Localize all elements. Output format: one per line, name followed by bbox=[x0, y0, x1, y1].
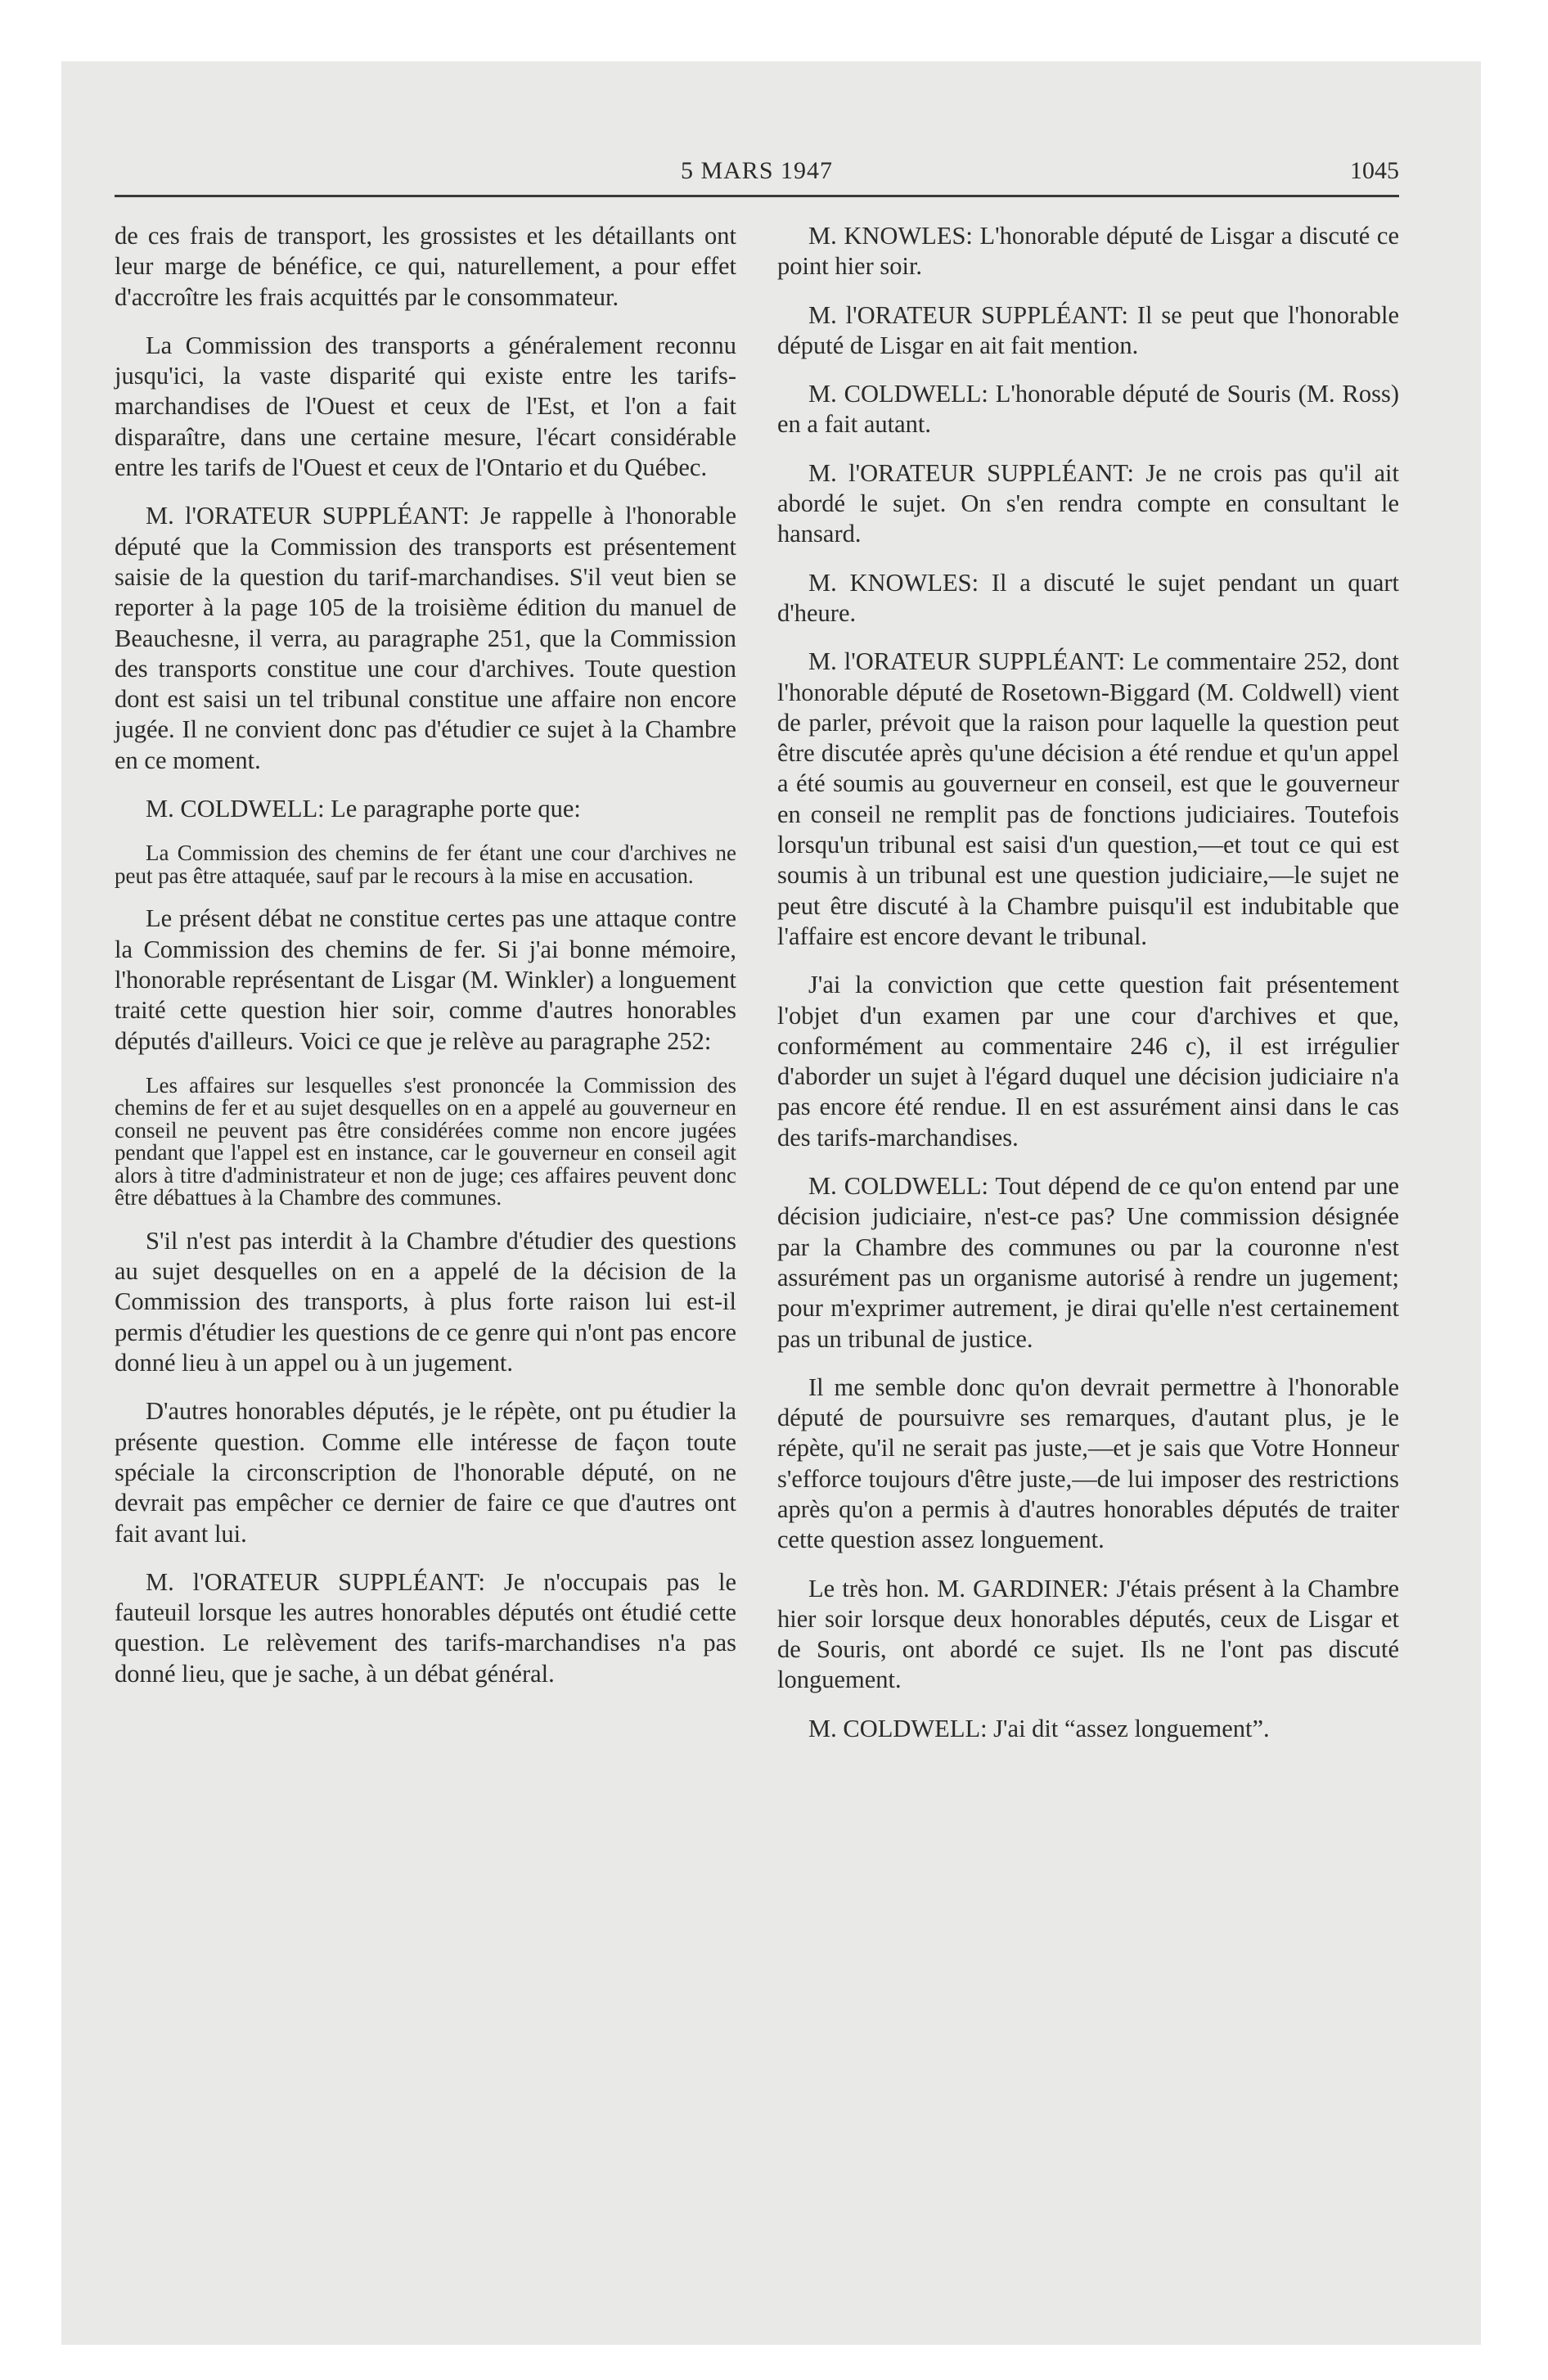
speech-paragraph: M. COLDWELL: Le paragraphe porte que: bbox=[146, 795, 581, 823]
block-quote: La Commission des chemins de fer étant une cour d'archives ne peut pas être attaquée, sauf par le recours à la mise en accusation. bbox=[115, 841, 736, 888]
paragraph: D'autres honorables députés, je le répète, ont pu étudier la présente question. Comme elle intéresse de façon toute spéciale la circonscription de l'honorable député, on ne devrait pas empêcher ce dernier de faire ce que d'autres ont fait avant lui. bbox=[115, 1397, 736, 1548]
paragraph: de ces frais de transport, les grossistes et les détaillants ont leur marge de bénéfice, ce qui, naturellement, a pour effet d'accroître les frais acquittés par le consommateur. bbox=[115, 222, 736, 311]
paragraph: Le présent débat ne constitue certes pas une attaque contre la Commission des chemins de fer. Si j'ai bonne mémoire, l'honorable représentant de Lisgar (M. Winkler) a longuement traité cette question hier soir, comme d'autres honorables députés d'ailleurs. Voici ce que je relève au paragraphe 252: bbox=[115, 904, 736, 1055]
speech-paragraph: M. COLDWELL: L'honorable député de Souris (M. Ross) en a fait autant. bbox=[777, 380, 1399, 439]
right-column bbox=[777, 221, 1399, 1762]
paragraph: La Commission des transports a généralement reconnu jusqu'ici, la vaste disparité qui existe entre les tarifs-marchandises de l'Ouest et ceux de l'Est, et l'on a fait disparaître, dans une certaine mesure, l'écart considérable entre les tarifs de l'Ouest et ceux de l'Ontario et du Québec. bbox=[115, 331, 736, 482]
header-date: 5 MARS 1947 bbox=[680, 157, 834, 184]
header-rule bbox=[115, 195, 1399, 197]
speech-paragraph: M. KNOWLES: L'honorable député de Lisgar a discuté ce point hier soir. bbox=[777, 222, 1399, 281]
speech-paragraph: M. COLDWELL: Tout dépend de ce qu'on entend par une décision judiciaire, n'est-ce pas? Une commission désignée par la Chambre des communes ou par la couronne n'est assurément pas un organisme autorisé à rendre un jugement; pour m'exprimer autrement, je dirai qu'elle n'est certainement pas un tribunal de justice. bbox=[777, 1172, 1399, 1353]
speech-paragraph: Le très hon. M. GARDINER: J'étais présent à la Chambre hier soir lorsque deux honorables députés, ceux de Lisgar et de Souris, ont abordé ce sujet. Ils ne l'ont pas discuté longuement. bbox=[777, 1574, 1399, 1694]
speech-paragraph: M. l'ORATEUR SUPPLÉANT: Je n'occupais pas le fauteuil lorsque les autres honorables députés ont étudié cette question. Le relèvement des tarifs-marchandises n'a pas donné lieu, que je sache, à un débat général. bbox=[115, 1567, 736, 1688]
header-page-number: 1045 bbox=[1350, 157, 1399, 184]
speech-paragraph: M. l'ORATEUR SUPPLÉANT: Je rappelle à l'honorable député que la Commission des transports est présentement saisie de la question du tarif-marchandises. S'il veut bien se reporter à la page 105 de la troisième édition du manuel de Beauchesne, il verra, au paragraphe 251, que la Commission des transports constitue une cour d'archives. Toute question dont est saisi un tel tribunal constitue une affaire non encore jugée. Il ne convient donc pas d'étudier ce sujet à la Chambre en ce moment. bbox=[115, 502, 736, 774]
paragraph: S'il n'est pas interdit à la Chambre d'étudier des questions au sujet desquelles on en a appelé de la décision de la Commission des transports, à plus forte raison lui est-il permis d'étudier les questions de ce genre qui n'ont pas encore donné lieu à un appel ou à un jugement. bbox=[115, 1226, 736, 1377]
page-header bbox=[115, 157, 1399, 198]
paragraph: Il me semble donc qu'on devrait permettre à l'honorable député de poursuivre ses remarques, d'autant plus, je le répète, qu'il ne serait pas juste,—et je sais que Votre Honneur s'efforce toujours d'être juste,—de lui imposer des restrictions après qu'on a permis à d'autres honorables députés de traiter cette question assez longuement. bbox=[777, 1373, 1399, 1554]
speech-paragraph: M. l'ORATEUR SUPPLÉANT: Le commentaire 252, dont l'honorable député de Rosetown-Biggard (M. Coldwell) vient de parler, prévoit que la raison pour laquelle la question peut être discutée après qu'une décision a été rendue et qu'un appel a été soumis au gouverneur en conseil, est que le gouverneur en conseil ne remplit pas de fonctions judiciaires. Toutefois lorsqu'un tribunal est saisi d'un question,—et tout ce qui est soumis à un tribunal est une question judiciaire,—le sujet ne peut être discuté à la Chambre puisqu'il est indubitable que l'affaire est encore devant le tribunal. bbox=[777, 647, 1399, 950]
block-quote: Les affaires sur lesquelles s'est prononcée la Commission des chemins de fer et au sujet desquelles on en a appelé au gouverneur en conseil ne peuvent pas être considérées comme non encore jugées pendant que l'appel est en instance, car le gouverneur en conseil agit alors à titre d'administrateur et non de juge; ces affaires peuvent donc être débattues à la Chambre des communes. bbox=[115, 1072, 736, 1210]
paragraph: J'ai la conviction que cette question fait présentement l'objet d'un examen par une cour d'archives et que, conformément au commentaire 246 c), il est irrégulier d'aborder un sujet à l'égard duquel une décision judiciaire n'a pas encore été rendue. Il en est assurément ainsi dans le cas des tarifs-marchandises. bbox=[777, 971, 1399, 1152]
speech-paragraph: M. l'ORATEUR SUPPLÉANT: Je ne crois pas qu'il ait abordé le sujet. On s'en rendra compte en consultant le hansard. bbox=[777, 458, 1399, 548]
speech-paragraph: M. COLDWELL: J'ai dit “assez longuement”. bbox=[808, 1714, 1270, 1742]
speech-paragraph: M. l'ORATEUR SUPPLÉANT: Il se peut que l'honorable député de Lisgar en ait fait mention. bbox=[777, 300, 1399, 359]
left-column bbox=[115, 221, 736, 1707]
speech-paragraph: M. KNOWLES: Il a discuté le sujet pendant un quart d'heure. bbox=[777, 568, 1399, 627]
